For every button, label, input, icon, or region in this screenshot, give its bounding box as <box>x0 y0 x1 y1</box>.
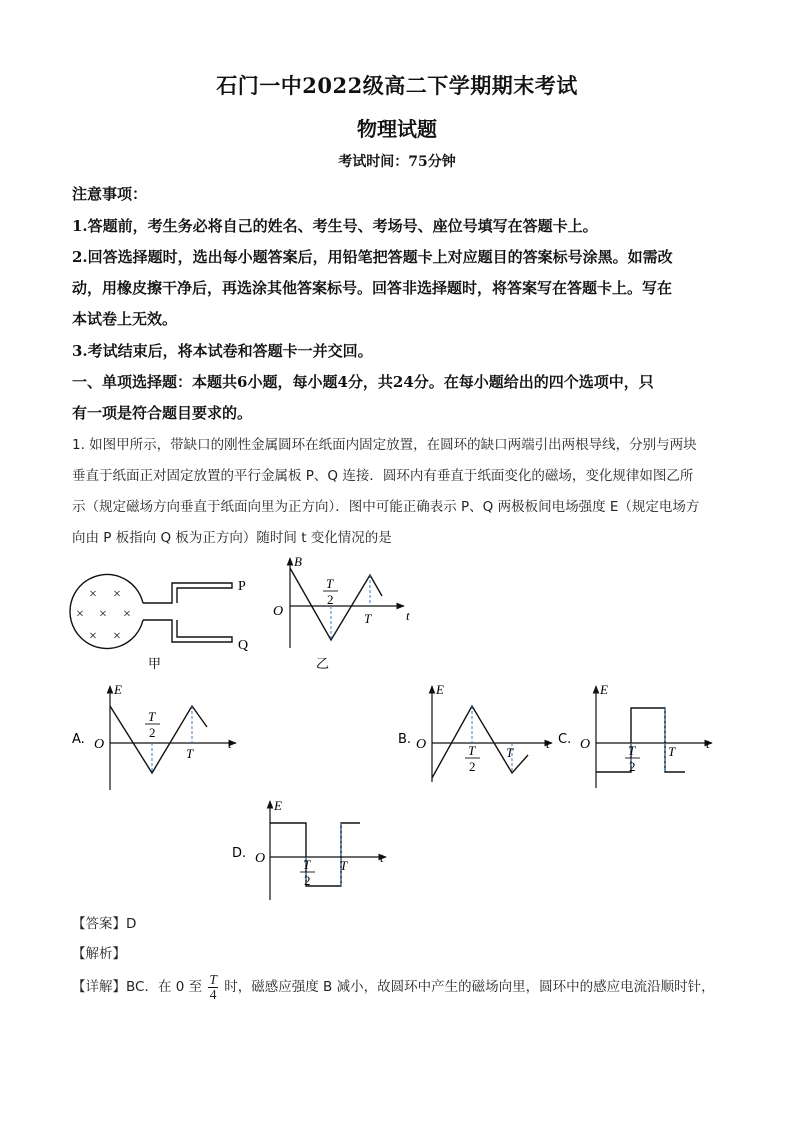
fraction-denominator: 4 <box>209 986 217 1002</box>
period-label: T <box>364 611 372 626</box>
e-curve <box>270 823 360 886</box>
graph-option-a <box>72 682 236 790</box>
question-line-1: 1. 如图甲所示，带缺口的刚性金属圆环在纸面内固定放置，在圆环的缺口两端引出两根导线，分别与两块 <box>72 437 697 453</box>
section-heading-line-2: 有一项是符合题目要求的。 <box>72 404 253 422</box>
origin-label: O <box>580 737 591 752</box>
notes-heading: 注意事项： <box>72 185 148 203</box>
figure-yi-label: 乙 <box>316 657 330 672</box>
axis-t-label: t <box>406 608 410 623</box>
option-d-label: D. <box>232 846 247 861</box>
fraction-numerator: T <box>209 972 217 987</box>
axis-e-label: E <box>274 798 282 813</box>
half-period-den: 2 <box>629 759 636 774</box>
axis-e-label: E <box>114 682 122 697</box>
question-line-2: 垂直于纸面正对固定放置的平行金属板 P、Q 连接．圆环内有垂直于纸面变化的磁场，变化规律如图乙所 <box>72 468 694 484</box>
axis-e-label: E <box>600 682 608 697</box>
answer-line: 【答案】D <box>72 916 137 932</box>
origin-label: O <box>255 851 266 866</box>
subject-title: 物理试题 <box>357 117 437 141</box>
period-label: T <box>506 745 514 760</box>
graph-option-c <box>558 682 712 788</box>
option-a-label: A. <box>72 732 85 747</box>
note-item-1: 1.答题前，考生务必将自己的姓名、考生号、考场号、座位号填写在答题卡上。 <box>72 217 598 235</box>
half-period-num: T <box>628 743 636 758</box>
plate-p-label: P <box>238 579 246 594</box>
note-item-2-line-3: 本试卷上无效。 <box>72 310 178 328</box>
plate-q-wire <box>143 620 232 642</box>
half-period-den: 2 <box>469 759 476 774</box>
question-line-4: 向由 P 板指向 Q 板为正方向）随时间 t 变化情况的是 <box>72 530 392 546</box>
period-label: T <box>186 746 194 761</box>
note-item-3: 3.考试结束后，将本试卷和答题卡一并交回。 <box>72 342 373 360</box>
detail-prefix: 【详解】BC．在 0 至 <box>72 979 203 995</box>
cross-mark: × <box>89 587 97 602</box>
cross-mark: × <box>113 629 121 644</box>
cross-mark: × <box>89 629 97 644</box>
analysis-label: 【解析】 <box>72 946 126 962</box>
cross-mark: × <box>123 607 131 622</box>
origin-label: O <box>416 737 427 752</box>
axis-t-label: t <box>706 736 710 751</box>
half-period-den: 2 <box>327 592 334 607</box>
graph-option-d <box>232 798 386 900</box>
e-curve <box>432 706 528 778</box>
graph-yi <box>273 554 410 648</box>
period-label: T <box>668 744 676 759</box>
section-heading-line-1: 一、单项选择题：本题共6小题，每小题4分，共24分。在每小题给出的四个选项中，只 <box>72 373 654 391</box>
origin-label: O <box>94 737 105 752</box>
plate-q-label: Q <box>238 638 249 653</box>
half-period-num: T <box>148 709 156 724</box>
plate-p-wire <box>143 583 232 603</box>
cross-mark: × <box>99 607 107 622</box>
axis-t-label: t <box>546 736 550 751</box>
cross-mark: × <box>76 607 84 622</box>
b-curve <box>290 568 382 640</box>
axis-e-label: E <box>436 682 444 697</box>
detail-line <box>72 973 715 1001</box>
exam-title: 石门一中2022级高二下学期期末考试 <box>216 73 578 98</box>
option-c-label: C. <box>558 732 572 747</box>
origin-label: O <box>273 604 284 619</box>
axis-b-label: B <box>294 554 302 569</box>
note-item-2-line-2: 动，用橡皮擦干净后，再选涂其他答案标号。回答非选择题时，将答案写在答题卡上。写在 <box>72 279 673 297</box>
figure-jia-label: 甲 <box>148 657 162 672</box>
magnetic-crosses <box>76 587 131 644</box>
fraction-t-over-4 <box>208 973 218 1001</box>
exam-time: 考试时间：75分钟 <box>338 154 456 170</box>
half-period-num: T <box>303 857 311 872</box>
half-period-den: 2 <box>304 873 311 888</box>
detail-suffix: 时，磁感应强度 B 减小，故圆环中产生的磁场向里，圆环中的感应电流沿顺时针， <box>224 979 715 995</box>
half-period-num: T <box>326 576 334 591</box>
period-label: T <box>340 858 348 873</box>
graph-option-b <box>398 682 552 782</box>
question-line-3: 示（规定磁场方向垂直于纸面向里为正方向）．图中可能正确表示 P、Q 两极板间电场强度 E（规定电场方 <box>72 499 700 515</box>
axis-t-label: t <box>380 850 384 865</box>
e-curve <box>596 708 685 772</box>
cross-mark: × <box>113 587 121 602</box>
axis-t-label: t <box>228 736 232 751</box>
half-period-den: 2 <box>149 725 156 740</box>
half-period-num: T <box>468 743 476 758</box>
note-item-2-line-1: 2.回答选择题时，选出每小题答案后，用铅笔把答题卡上对应题目的答案标号涂黑。如需改 <box>72 248 673 266</box>
option-b-label: B. <box>398 732 412 747</box>
